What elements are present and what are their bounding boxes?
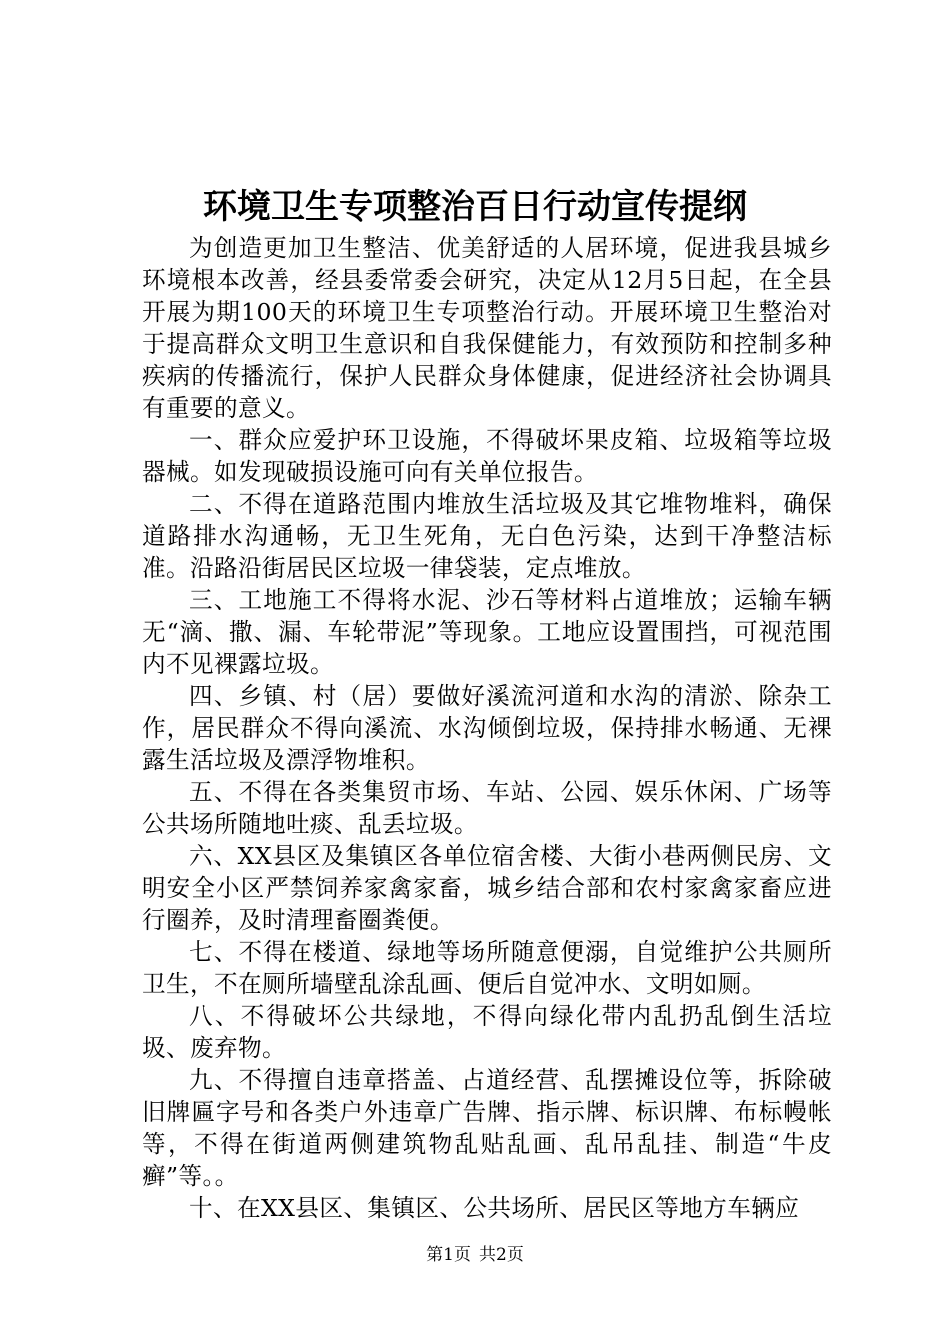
paragraph-item-6: 六、XX县区及集镇区各单位宿舍楼、大街小巷两侧民房、文明安全小区严禁饲养家禽家畜，城乡结合部和农村家禽家畜应进行圈养，及时清理畜圈粪便。 — [142, 842, 832, 934]
page-total: 共2页 — [479, 1245, 524, 1265]
page-footer — [0, 1243, 950, 1267]
paragraph-item-4: 四、乡镇、村（居）要做好溪流河道和水沟的清淤、除杂工作，居民群众不得向溪流、水沟倾倒垃圾，保持排水畅通、无裸露生活垃圾及漂浮物堆积。 — [142, 682, 832, 774]
paragraph-item-7: 七、不得在楼道、绿地等场所随意便溺，自觉维护公共厕所卫生，不在厕所墙壁乱涂乱画、便后自觉冲水、文明如厕。 — [142, 938, 832, 998]
paragraph-item-10: 十、在XX县区、集镇区、公共场所、居民区等地方车辆应 — [189, 1194, 800, 1222]
paragraph-item-9: 九、不得擅自违章搭盖、占道经营、乱摆摊设位等，拆除破旧牌匾字号和各类户外违章广告牌、指示牌、标识牌、布标幔帐等，不得在街道两侧建筑物乱贴乱画、乱吊乱挂、制造“牛皮癣”等。。 — [142, 1066, 832, 1190]
paragraph-item-8: 八、不得破坏公共绿地，不得向绿化带内乱扔乱倒生活垃圾、废弃物。 — [142, 1002, 832, 1062]
document-body — [142, 232, 832, 1224]
paragraph-item-5: 五、不得在各类集贸市场、车站、公园、娱乐休闲、广场等公共场所随地吐痰、乱丢垃圾。 — [142, 778, 832, 838]
document-title: 环境卫生专项整治百日行动宣传提纲 — [203, 187, 747, 227]
paragraph-item-1: 一、群众应爱护环卫设施，不得破坏果皮箱、垃圾箱等垃圾器械。如发现破损设施可向有关单位报告。 — [142, 426, 832, 486]
paragraph-item-3: 三、工地施工不得将水泥、沙石等材料占道堆放；运输车辆无“滴、撒、漏、车轮带泥”等现象。工地应设置围挡，可视范围内不见裸露垃圾。 — [142, 586, 832, 678]
paragraph-item-2: 二、不得在道路范围内堆放生活垃圾及其它堆物堆料，确保道路排水沟通畅，无卫生死角，无白色污染，达到干净整洁标准。沿路沿街居民区垃圾一律袋装，定点堆放。 — [142, 490, 832, 582]
paragraph-intro: 为创造更加卫生整洁、优美舒适的人居环境，促进我县城乡环境根本改善，经县委常委会研究，决定从12月5日起，在全县开展为期100天的环境卫生专项整治行动。开展环境卫生整治对于提高群众文明卫生意识和自我保健能力，有效预防和控制多种疾病的传播流行，保护人民群众身体健康，促进经济社会协调具有重要的意义。 — [142, 234, 832, 422]
page-number: 第1页 — [426, 1245, 471, 1265]
